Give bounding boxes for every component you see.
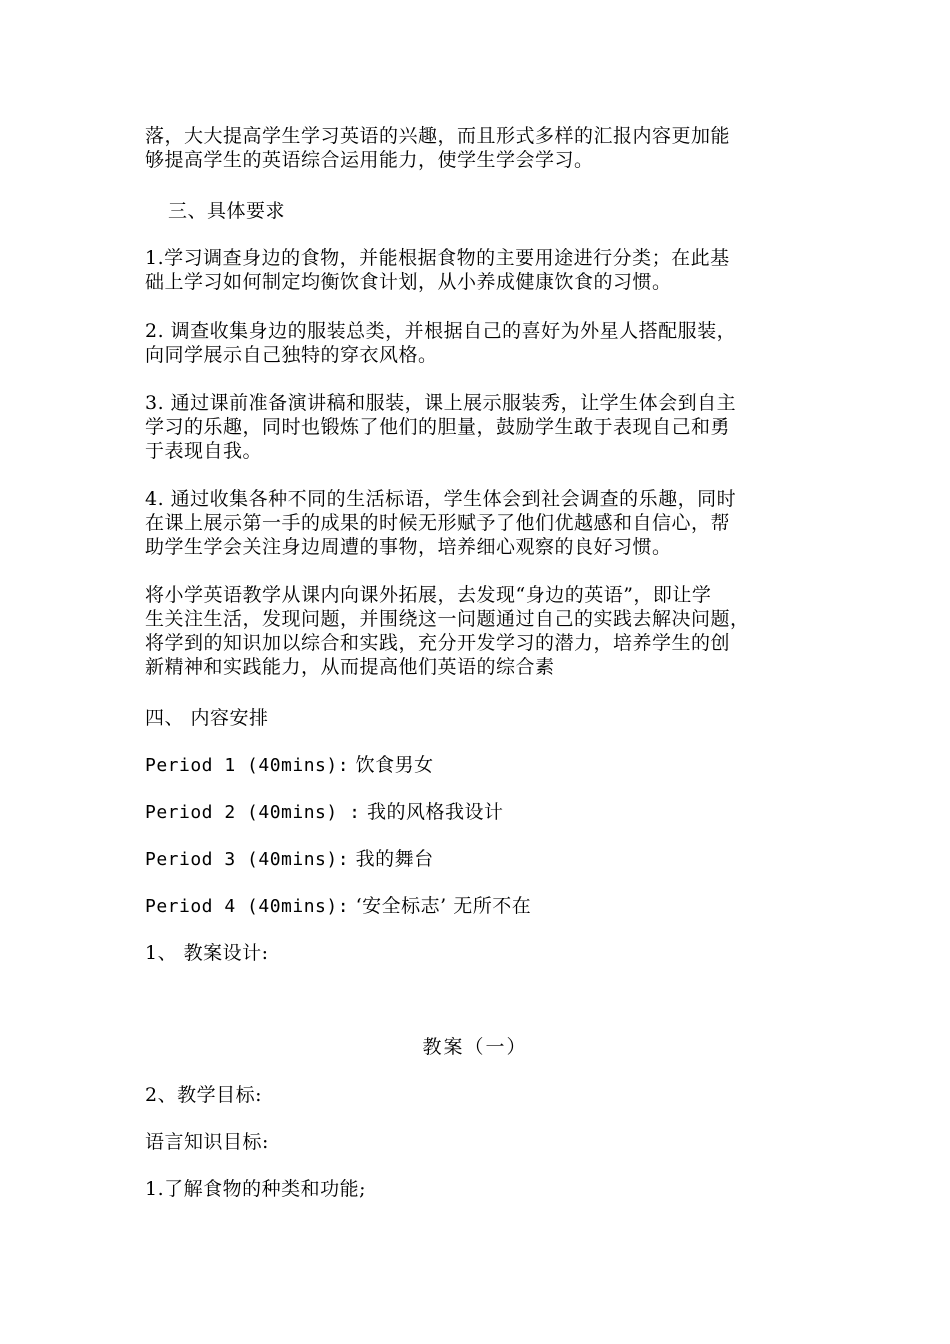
text-line: 在课上展示第一手的成果的时候无形赋予了他们优越感和自信心，帮 <box>145 512 731 534</box>
requirement-4 <box>145 487 810 559</box>
language-goals-heading: 语言知识目标: <box>145 1131 269 1153</box>
goal-item: 1.了解食物的种类和功能; <box>145 1178 367 1200</box>
text-line: 助学生学会关注身边周遭的事物，培养细心观察的良好习惯。 <box>145 536 672 558</box>
lesson-plan-title: 教案（一） <box>422 1036 528 1058</box>
text-line: 3. 通过课前准备演讲稿和服装，课上展示服装秀，让学生体会到自主 <box>145 392 737 414</box>
requirement-2 <box>145 319 810 367</box>
period-label: Period 1 (40mins): <box>145 755 350 776</box>
summary-paragraph <box>145 583 810 679</box>
text-line: 将学到的知识加以综合和实践，充分开发学习的潜力，培养学生的创 <box>145 632 731 654</box>
period-label: Period 2 (40mins) : <box>145 802 361 823</box>
intro-paragraph <box>145 124 810 172</box>
period-topic: 饮食男女 <box>349 754 434 776</box>
period-label: Period 3 (40mins): <box>145 849 350 870</box>
period-item <box>145 894 531 919</box>
text-line: 够提高学生的英语综合运用能力，使学生学会学习。 <box>145 149 594 171</box>
period-label: Period 4 (40mins): <box>145 896 350 917</box>
text-line: 生关注生活，发现问题，并围绕这一问题通过自己的实践去解决问题， <box>145 608 750 630</box>
lesson-design-heading: 1、 教案设计: <box>145 942 269 964</box>
text-line: 将小学英语教学从课内向课外拓展，去发现“身边的英语”，即让学 <box>145 584 712 606</box>
teaching-goals-heading: 2、教学目标: <box>145 1084 262 1106</box>
text-line: 4. 通过收集各种不同的生活标语，学生体会到社会调查的乐趣，同时 <box>145 488 737 510</box>
period-topic: 我的风格我设计 <box>360 801 504 823</box>
period-item <box>145 847 434 872</box>
section-heading-content: 四、 内容安排 <box>145 707 269 729</box>
text-line: 础上学习如何制定均衡饮食计划，从小养成健康饮食的习惯。 <box>145 271 672 293</box>
text-line: 学习的乐趣，同时也锻炼了他们的胆量，鼓励学生敢于表现自己和勇 <box>145 416 731 438</box>
text-line: 1.学习调查身边的食物，并能根据食物的主要用途进行分类；在此基 <box>145 247 730 269</box>
period-topic: 我的舞台 <box>349 848 434 870</box>
text-line: 落，大大提高学生学习英语的兴趣，而且形式多样的汇报内容更加能 <box>145 125 731 147</box>
requirement-1 <box>145 246 810 294</box>
section-heading-requirements: 三、具体要求 <box>168 200 286 222</box>
text-line: 2. 调查收集身边的服装总类，并根据自己的喜好为外星人搭配服装， <box>145 320 737 342</box>
requirement-3 <box>145 391 810 463</box>
period-topic: ‘安全标志’ 无所不在 <box>349 895 532 917</box>
text-line: 向同学展示自己独特的穿衣风格。 <box>145 344 438 366</box>
text-line: 新精神和实践能力，从而提高他们英语的综合素 <box>145 656 555 678</box>
text-line: 于表现自我。 <box>145 440 263 462</box>
period-item <box>145 800 503 825</box>
period-item <box>145 753 434 778</box>
